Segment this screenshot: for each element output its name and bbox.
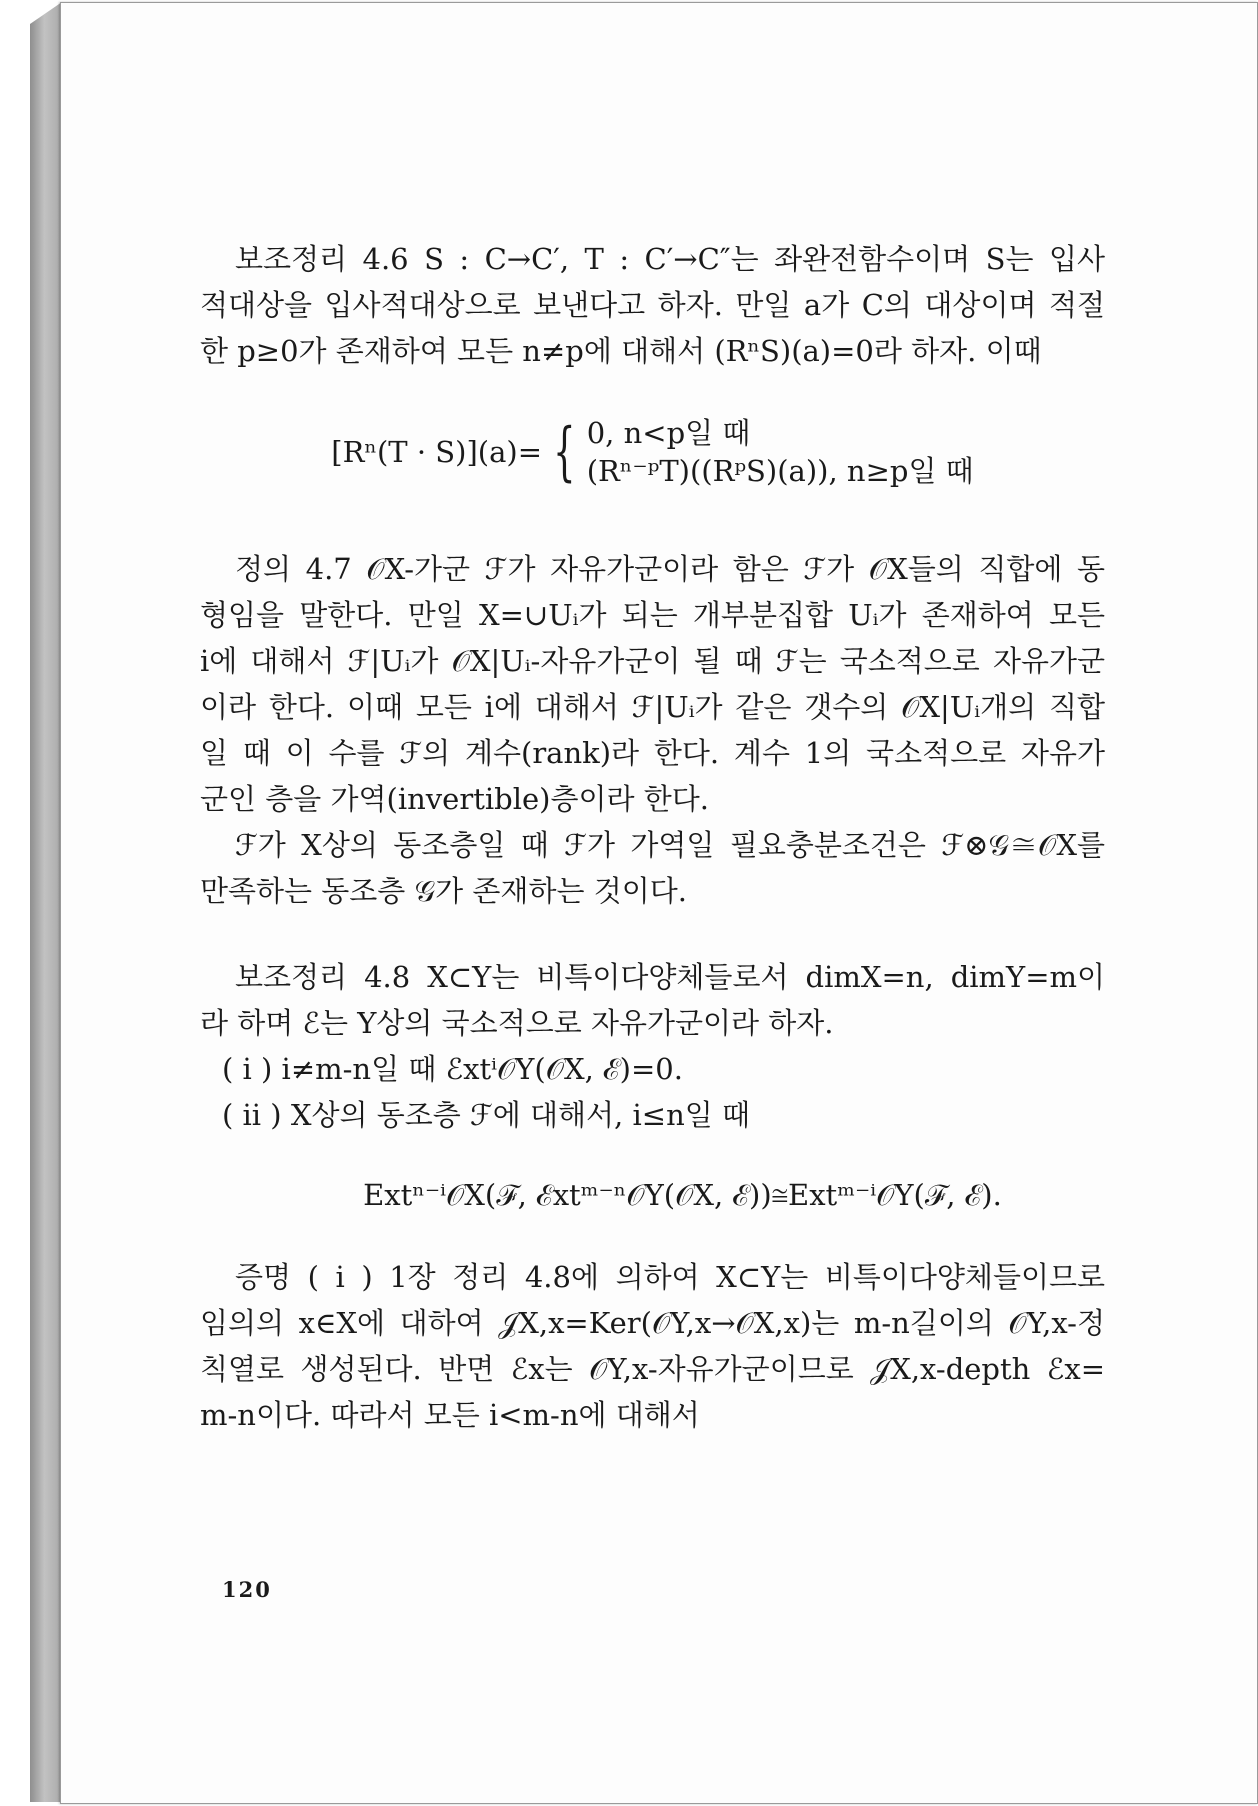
text-line: 한 p≥0가 존재하여 모든 n≠p에 대해서 (RⁿS)(a)=0라 하자. 이때 <box>200 334 1042 368</box>
lemma-4-6 <box>200 236 1105 490</box>
brace-symbol: { <box>553 415 576 489</box>
proof <box>200 1254 1105 1438</box>
text-line: 정의 4.7 𝒪X-가군 ℱ가 자유가군이라 함은 ℱ가 𝒪X들의 직합에 동 <box>235 552 1105 586</box>
equation-case: (Rⁿ⁻ᵖT)((RᵖS)(a)), n≥p일 때 <box>586 454 974 488</box>
text-line: i에 대해서 ℱ|Uᵢ가 𝒪X|Uᵢ-자유가군이 될 때 ℱ는 국소적으로 자유가군 <box>200 644 1105 678</box>
text-line: 적대상을 입사적대상으로 보낸다고 하자. 만일 a가 C의 대상이며 적절 <box>200 288 1105 322</box>
text-line: 이라 한다. 이때 모든 i에 대해서 ℱ|Uᵢ가 같은 갯수의 𝒪X|Uᵢ개의 직합 <box>200 690 1105 724</box>
text-line: 형임을 말한다. 만일 X=∪Uᵢ가 되는 개부분집합 Uᵢ가 존재하여 모든 <box>200 598 1105 632</box>
book-spine <box>30 2 62 1802</box>
lemma-4-8 <box>200 954 1105 1218</box>
equation-lhs: [Rⁿ(T · S)](a)= <box>331 435 543 469</box>
text-line: 보조정리 4.6 S : C→C′, T : C′→C″는 좌완전함수이며 S는 입사 <box>235 242 1105 276</box>
page-number: 120 <box>222 1577 272 1602</box>
text-line: 칙열로 생성된다. 반면 ℰx는 𝒪Y,x-자유가군이므로 𝒥X,x-depth ℰx= <box>200 1352 1105 1386</box>
text-line: 임의의 x∈X에 대하여 𝒥X,x=Ker(𝒪Y,x→𝒪X,x)는 m-n길이의 𝒪Y,x-정 <box>200 1306 1105 1340</box>
page-body <box>200 236 1105 1438</box>
text-line: 증명 ( i ) 1장 정리 4.8에 의하여 X⊂Y는 비특이다양체들이므로 <box>235 1260 1105 1294</box>
text-line: 라 하며 ℰ는 Y상의 국소적으로 자유가군이라 하자. <box>200 1006 834 1040</box>
display-equation: Extⁿ⁻ⁱ𝒪X(ℱ, ℰxtᵐ⁻ⁿ𝒪Y(𝒪X, ℰ))≅Extᵐ⁻ⁱ𝒪Y(ℱ, ℰ). <box>363 1178 1002 1212</box>
definition-4-7 <box>200 546 1105 914</box>
text-line: ℱ가 X상의 동조층일 때 ℱ가 가역일 필요충분조건은 ℱ⊗𝒢≅𝒪X를 <box>235 828 1105 862</box>
text-line: 보조정리 4.8 X⊂Y는 비특이다양체들로서 dimX=n, dimY=m이 <box>235 960 1105 994</box>
display-equation <box>200 414 1105 490</box>
text-line: ( ii ) X상의 동조층 ℱ에 대해서, i≤n일 때 <box>222 1098 750 1132</box>
text-line: 일 때 이 수를 ℱ의 계수(rank)라 한다. 계수 1의 국소적으로 자유가 <box>200 736 1105 770</box>
text-line: ( i ) i≠m-n일 때 ℰxtⁱ𝒪Y(𝒪X, ℰ)=0. <box>222 1052 683 1086</box>
equation-cases <box>587 414 974 490</box>
text-line: m-n이다. 따라서 모든 i<m-n에 대해서 <box>200 1398 700 1432</box>
equation-case: 0, n<p일 때 <box>586 416 751 450</box>
text-line: 군인 층을 가역(invertible)층이라 한다. <box>200 782 709 816</box>
text-line: 만족하는 동조층 𝒢가 존재하는 것이다. <box>200 874 687 908</box>
